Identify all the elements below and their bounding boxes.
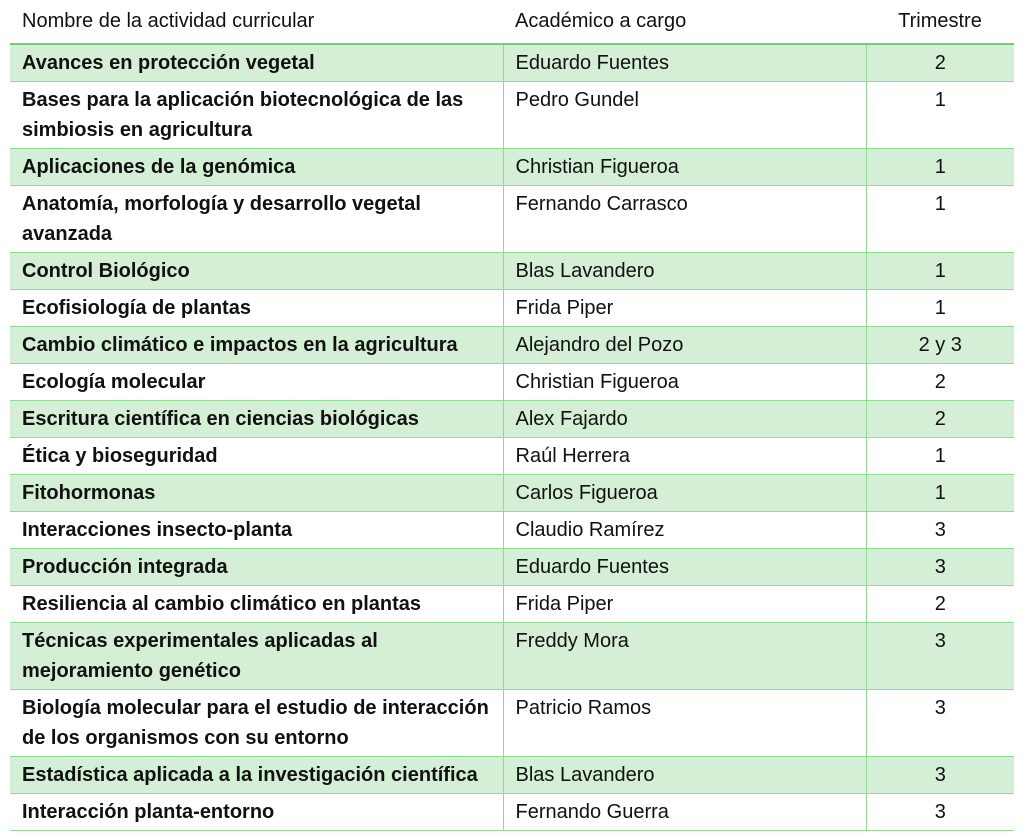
table-row [10,512,1014,549]
table-row [10,549,1014,586]
academic-cell: Pedro Gundel [503,82,866,149]
trimester-cell: 1 [866,475,1014,512]
table-row [10,253,1014,290]
academic-cell: Patricio Ramos [503,690,866,757]
activity-name-cell: Escritura científica en ciencias biológicas [10,401,503,438]
academic-cell: Fernando Carrasco [503,186,866,253]
trimester-cell: 3 [866,512,1014,549]
table-row [10,149,1014,186]
trimester-cell: 1 [866,290,1014,327]
activity-name-cell: Avances en protección vegetal [10,44,503,82]
header-trimestre: Trimestre [866,0,1014,44]
curricular-activities-table [10,0,1014,831]
trimester-cell: 1 [866,82,1014,149]
table-row [10,82,1014,149]
activity-name-cell: Fitohormonas [10,475,503,512]
trimester-cell: 1 [866,149,1014,186]
table-header-row [10,0,1014,44]
trimester-cell: 1 [866,186,1014,253]
activity-name-cell: Interacciones insecto-planta [10,512,503,549]
activity-name-cell: Interacción planta-entorno [10,794,503,831]
trimester-cell: 3 [866,690,1014,757]
table-row [10,757,1014,794]
table-row [10,186,1014,253]
table-row [10,794,1014,831]
table-row [10,623,1014,690]
trimester-cell: 2 [866,364,1014,401]
activity-name-cell: Ecología molecular [10,364,503,401]
trimester-cell: 2 y 3 [866,327,1014,364]
academic-cell: Alejandro del Pozo [503,327,866,364]
trimester-cell: 2 [866,44,1014,82]
trimester-cell: 2 [866,401,1014,438]
academic-cell: Fernando Guerra [503,794,866,831]
activity-name-cell: Ética y bioseguridad [10,438,503,475]
trimester-cell: 2 [866,586,1014,623]
header-actividad: Nombre de la actividad curricular [10,0,503,44]
activity-name-cell: Estadística aplicada a la investigación científica [10,757,503,794]
academic-cell: Eduardo Fuentes [503,549,866,586]
activity-name-cell: Bases para la aplicación biotecnológica de las simbiosis en agricultura [10,82,503,149]
activity-name-cell: Biología molecular para el estudio de interacción de los organismos con su entorno [10,690,503,757]
academic-cell: Alex Fajardo [503,401,866,438]
activity-name-cell: Cambio climático e impactos en la agricultura [10,327,503,364]
activity-name-cell: Ecofisiología de plantas [10,290,503,327]
academic-cell: Christian Figueroa [503,149,866,186]
activity-name-cell: Anatomía, morfología y desarrollo vegetal avanzada [10,186,503,253]
table-row [10,475,1014,512]
activity-name-cell: Producción integrada [10,549,503,586]
academic-cell: Frida Piper [503,290,866,327]
table-row [10,438,1014,475]
table-row [10,364,1014,401]
activity-name-cell: Control Biológico [10,253,503,290]
activity-name-cell: Técnicas experimentales aplicadas al mejoramiento genético [10,623,503,690]
table-row [10,690,1014,757]
trimester-cell: 3 [866,623,1014,690]
activity-name-cell: Resiliencia al cambio climático en plantas [10,586,503,623]
table-row [10,401,1014,438]
academic-cell: Blas Lavandero [503,757,866,794]
academic-cell: Freddy Mora [503,623,866,690]
trimester-cell: 3 [866,794,1014,831]
table-row [10,327,1014,364]
academic-cell: Claudio Ramírez [503,512,866,549]
academic-cell: Carlos Figueroa [503,475,866,512]
trimester-cell: 1 [866,253,1014,290]
table-row [10,44,1014,82]
academic-cell: Raúl Herrera [503,438,866,475]
header-academico: Académico a cargo [503,0,866,44]
academic-cell: Christian Figueroa [503,364,866,401]
activity-name-cell: Aplicaciones de la genómica [10,149,503,186]
trimester-cell: 3 [866,549,1014,586]
academic-cell: Eduardo Fuentes [503,44,866,82]
trimester-cell: 1 [866,438,1014,475]
academic-cell: Frida Piper [503,586,866,623]
table-row [10,586,1014,623]
table-row [10,290,1014,327]
trimester-cell: 3 [866,757,1014,794]
academic-cell: Blas Lavandero [503,253,866,290]
table-body [10,44,1014,831]
